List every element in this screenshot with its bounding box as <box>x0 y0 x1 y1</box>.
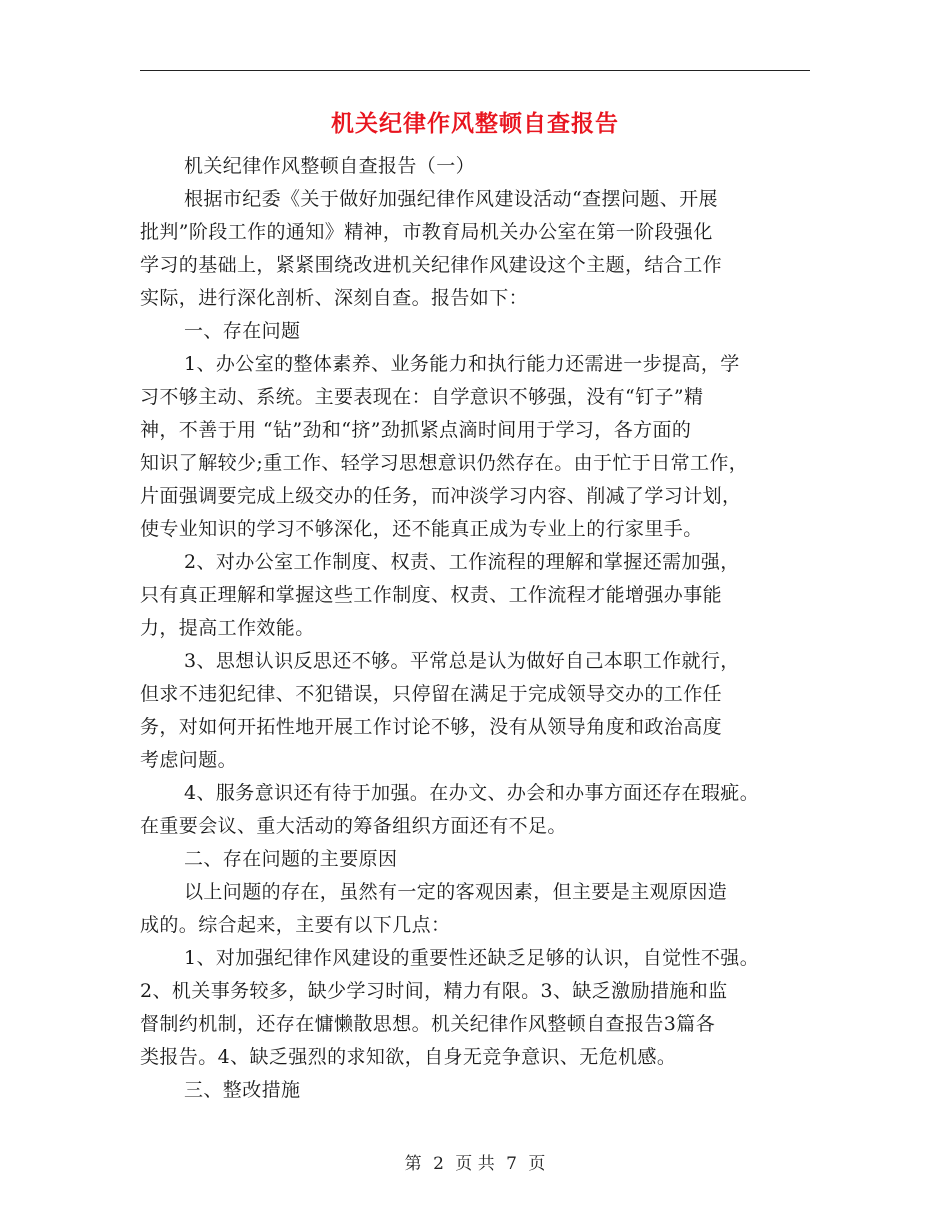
text-line: 实际，进行深化剖析、深刻自查。报告如下： <box>140 287 529 309</box>
text-line: 1、办公室的整体素养、业务能力和执行能力还需进一步提高，学 <box>184 353 740 375</box>
text-line: 但求不违犯纪律、不犯错误，只停留在满足于完成领导交办的工作任 <box>140 683 723 705</box>
text-line: 督制约机制，还存在慵懒散思想。机关纪律作风整顿自查报告3篇各 <box>140 1013 716 1035</box>
text-line: 神，不善于用 “钻”劲和“挤”劲抓紧点滴时间用于学习，各方面的 <box>140 419 692 441</box>
text-line: 类报告。4、缺乏强烈的求知欲，自身无竞争意识、无危机感。 <box>140 1046 677 1068</box>
text-line: 知识了解较少;重工作、轻学习思想意识仍然存在。由于忙于日常工作， <box>140 452 749 474</box>
text-line: 学习的基础上，紧紧围绕改进机关纪律作风建设这个主题，结合工作 <box>140 254 723 276</box>
text-line: 以上问题的存在，虽然有一定的客观因素，但主要是主观原因造 <box>184 881 728 903</box>
text-line: 3、思想认识反思还不够。平常总是认为做好自己本职工作就行， <box>184 650 740 672</box>
page-suffix: 页 <box>528 1154 546 1174</box>
text-line: 2、对办公室工作制度、权责、工作流程的理解和掌握还需加强， <box>184 551 740 573</box>
text-line: 片面强调要完成上级交办的任务，而冲淡学习内容、削减了学习计划， <box>140 485 742 507</box>
text-line: 1、对加强纪律作风建设的重要性还缺乏足够的认识，自觉性不强。 <box>184 947 760 969</box>
text-line: 2、机关事务较多，缺少学习时间，精力有限。3、缺乏激励措施和监 <box>140 980 728 1002</box>
text-line: 一、存在问题 <box>184 320 301 342</box>
text-line: 三、整改措施 <box>184 1079 301 1101</box>
page-total: 7 <box>506 1154 517 1174</box>
page-footer <box>0 1152 950 1176</box>
text-line: 根据市纪委《关于做好加强纪律作风建设活动“查摆问题、开展 <box>184 188 718 210</box>
header-rule <box>140 70 810 71</box>
text-line: 务，对如何开拓性地开展工作讨论不够，没有从领导角度和政治高度 <box>140 716 723 738</box>
text-line: 4、服务意识还有待于加强。在办文、办会和办事方面还存在瑕疵。 <box>184 782 760 804</box>
text-line: 只有真正理解和掌握这些工作制度、权责、工作流程才能增强办事能 <box>140 584 723 606</box>
text-line: 二、存在问题的主要原因 <box>184 848 398 870</box>
text-line: 使专业知识的学习不够深化，还不能真正成为专业上的行家里手。 <box>140 518 703 540</box>
text-line: 机关纪律作风整顿自查报告（一） <box>184 155 476 177</box>
text-line: 批判”阶段工作的通知》精神，市教育局机关办公室在第一阶段强化 <box>140 221 713 243</box>
text-line: 在重要会议、重大活动的筹备组织方面还有不足。 <box>140 815 567 837</box>
text-line: 成的。综合起来，主要有以下几点： <box>140 914 451 936</box>
text-line: 考虑问题。 <box>140 749 238 771</box>
document-body <box>140 150 830 1107</box>
page-mid: 页 共 <box>455 1154 495 1174</box>
document-title: 机关纪律作风整顿自查报告 <box>331 110 619 137</box>
page-current: 2 <box>433 1154 444 1174</box>
page-prefix: 第 <box>404 1154 422 1174</box>
text-line: 力，提高工作效能。 <box>140 617 315 639</box>
text-line: 习不够主动、系统。主要表现在：自学意识不够强，没有“钉子”精 <box>140 386 704 408</box>
